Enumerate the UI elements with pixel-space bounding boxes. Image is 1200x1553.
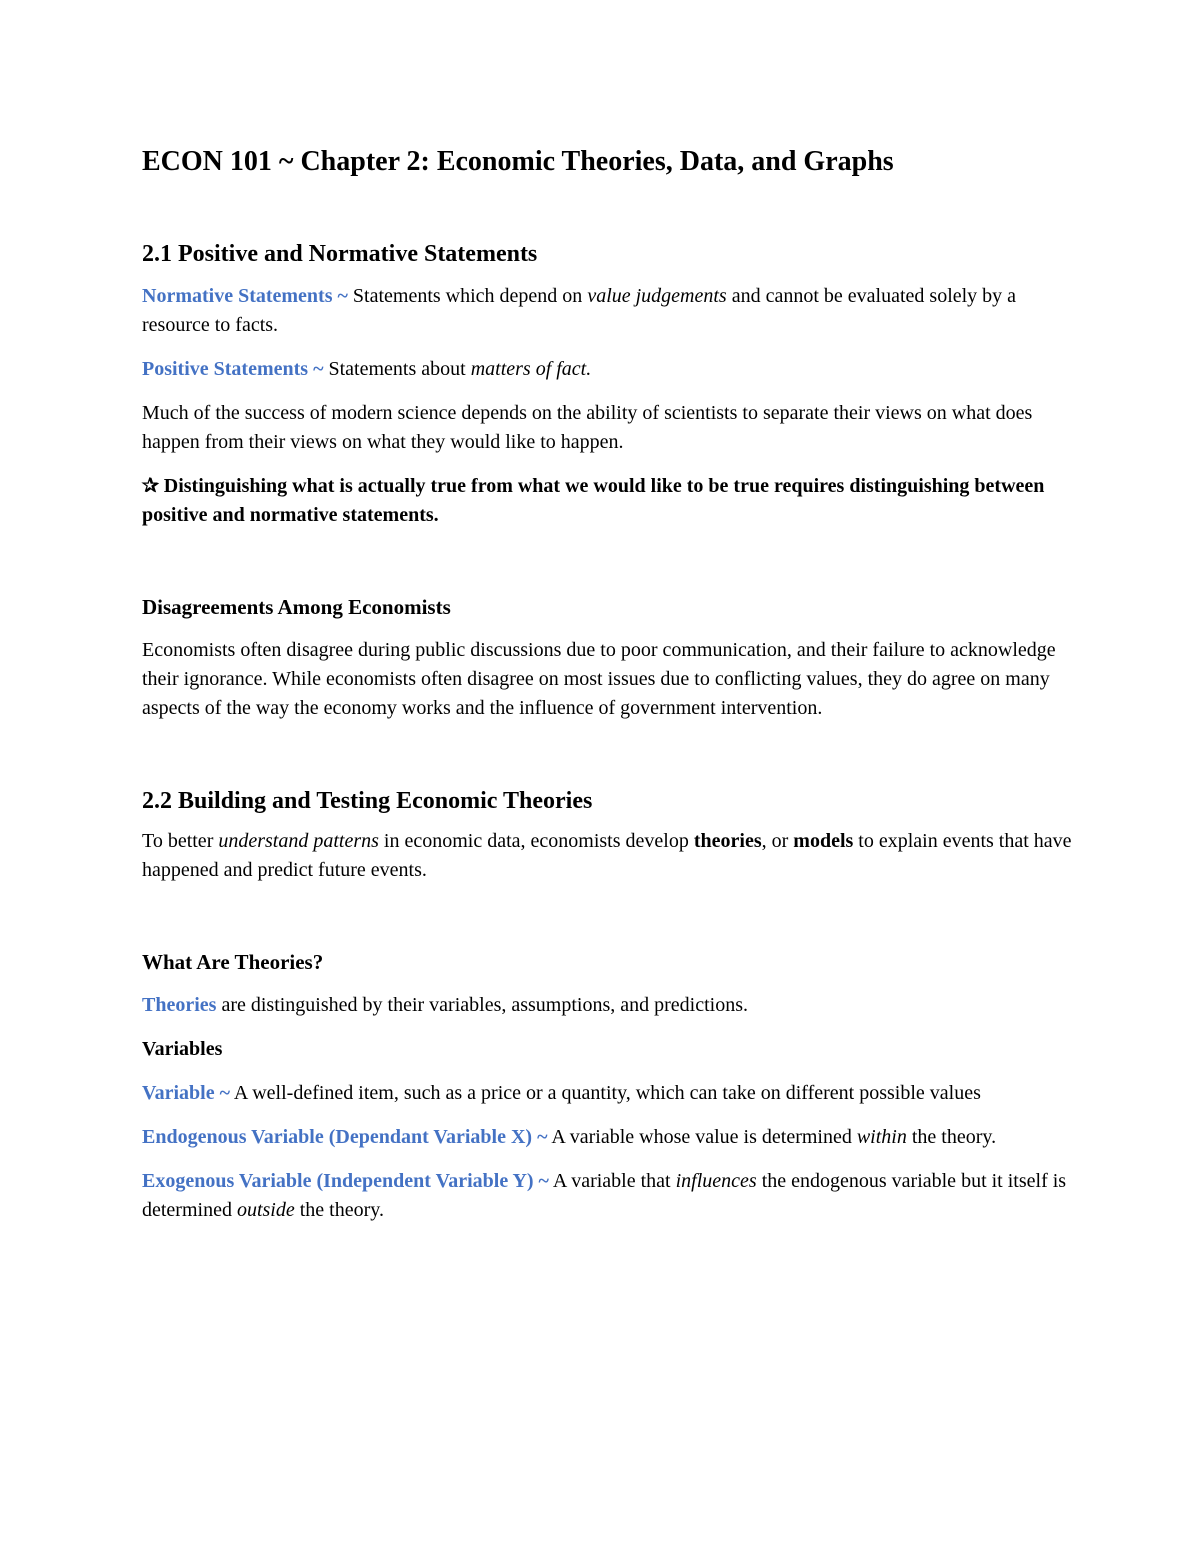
endogenous-italic: within [856, 1126, 907, 1148]
exogenous-italic-2: outside [236, 1199, 295, 1221]
intro-text-2: in economic data, economists develop [378, 830, 694, 852]
intro-text-3: , or [761, 830, 794, 852]
exogenous-text-1: A variable that [548, 1170, 676, 1192]
intro-text-4: to explain events that have happened and predict future events. [142, 830, 1072, 881]
theories-term: Theories [142, 994, 217, 1016]
star-icon: ✰ [142, 475, 159, 497]
intro-bold-models: models [793, 830, 854, 852]
disagreements-paragraph: Economists often disagree during public discussions due to poor communication, and their failure to acknowledge their ignorance. While economists often disagree on most issues due to conflicting values, they do agree on many aspects of the way the economy works and the influence of government intervention. [142, 639, 1056, 719]
endogenous-text-1: A variable whose value is determined [547, 1126, 857, 1148]
normative-text-2: and cannot be evaluated solely by a resource to facts. [142, 285, 1017, 336]
normative-text-1: Statements which depend on [347, 285, 588, 307]
document-title: ECON 101 ~ Chapter 2: Economic Theories, Data, and Graphs [142, 146, 894, 177]
exogenous-italic-1: influences [675, 1170, 757, 1192]
variables-heading: Variables [142, 1038, 223, 1060]
exogenous-term: Exogenous Variable (Independent Variable Y) ~ [142, 1170, 549, 1192]
document-page [142, 140, 1072, 1225]
key-point [142, 472, 1072, 530]
variable-definition [142, 1079, 1072, 1108]
positive-italic: matters of fact. [470, 358, 592, 380]
variable-term: Variable ~ [142, 1082, 230, 1104]
theories-intro [142, 827, 1072, 885]
normative-definition [142, 282, 1072, 340]
science-paragraph: Much of the success of modern science depends on the ability of scientists to separate their views on what does happen from their views on what they would like to happen. [142, 402, 1033, 453]
section-2-2-heading: 2.2 Building and Testing Economic Theories [142, 788, 593, 814]
exogenous-text-2: the endogenous variable but it itself is determined [142, 1170, 1067, 1221]
variable-text: A well-defined item, such as a price or a quantity, which can take on different possible values [230, 1082, 981, 1104]
intro-italic: understand patterns [218, 830, 379, 852]
positive-definition [142, 355, 1072, 384]
positive-text-1: Statements about [323, 358, 471, 380]
endogenous-definition [142, 1123, 1072, 1152]
endogenous-term: Endogenous Variable (Dependant Variable X) ~ [142, 1126, 548, 1148]
key-point-text: Distinguishing what is actually true from what we would like to be true requires distinguishing between positive and normative statements. [142, 475, 1045, 526]
what-are-theories-heading: What Are Theories? [142, 950, 324, 974]
theories-line [142, 991, 1072, 1020]
theories-line-text: are distinguished by their variables, assumptions, and predictions. [216, 994, 748, 1016]
intro-bold-theories: theories [693, 830, 762, 852]
disagreements-heading: Disagreements Among Economists [142, 595, 451, 619]
exogenous-text-3: the theory. [294, 1199, 384, 1221]
positive-term: Positive Statements ~ [142, 358, 324, 380]
endogenous-text-2: the theory. [906, 1126, 997, 1148]
normative-term: Normative Statements ~ [142, 285, 348, 307]
normative-italic: value judgements [587, 285, 727, 307]
intro-text-1: To better [142, 830, 219, 852]
section-2-1-heading: 2.1 Positive and Normative Statements [142, 241, 538, 267]
exogenous-definition [142, 1167, 1072, 1225]
